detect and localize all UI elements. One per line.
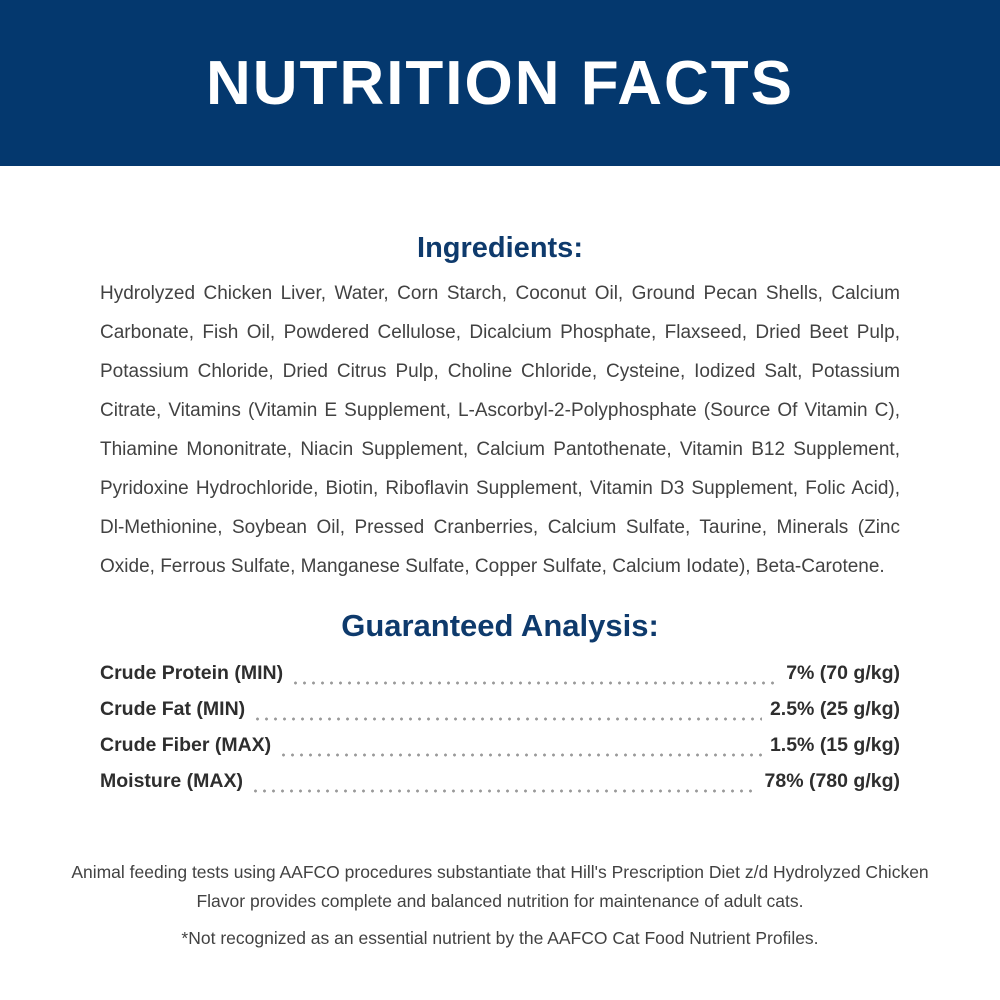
header-banner [0,0,1000,166]
dot-leader [253,717,762,721]
analysis-label: Crude Fat (MIN) [100,698,246,720]
label-body [0,232,1000,806]
analysis-value: 78% (780 g/kg) [764,770,900,792]
analysis-row [100,662,900,698]
feeding-statement: Animal feeding tests using AAFCO procedures substantiate that Hill's Prescription Diet z/d Hydrolyzed Chicken Flavor provides complete and balanced nutrition for maintenance of adult cats. [71,862,929,911]
analysis-row [100,770,900,806]
aafco-footnote: *Not recognized as an essential nutrient by the AAFCO Cat Food Nutrient Profiles. [181,928,819,948]
dot-leader [251,789,757,793]
ingredients-heading: Ingredients: [417,232,583,264]
guaranteed-analysis-heading: Guaranteed Analysis: [341,608,659,643]
page-title: NUTRITION FACTS [206,48,794,118]
analysis-value: 2.5% (25 g/kg) [769,698,900,720]
guaranteed-analysis-table [100,662,900,806]
analysis-label: Moisture (MAX) [100,770,243,792]
analysis-value: 7% (70 g/kg) [786,662,900,684]
ingredients-text: Hydrolyzed Chicken Liver, Water, Corn Starch, Coconut Oil, Ground Pecan Shells, Calcium Carbonate, Fish Oil, Powdered Cellulose, Dicalcium Phosphate, Flaxseed, Dried Beet Pulp, Potassium Chloride, Dried Citrus Pulp, Choline Chloride, Cysteine, Iodized Salt, Potassium Citrate, Vitamins (Vitamin E Supplement, L-Ascorbyl-2-Polyphosphate (Source Of Vitamin C), Thiamine Mononitrate, Niacin Supplement, Calcium Pantothenate, Vitamin B12 Supplement, Pyridoxine Hydrochloride, Biotin, Riboflavin Supplement, Vitamin D3 Supplement, Folic Acid), Dl-Methionine, Soybean Oil, Pressed Cranberries, Calcium Sulfate, Taurine, Minerals (Zinc Oxide, Ferrous Sulfate, Manganese Sulfate, Copper Sulfate, Calcium Iodate), Beta-Carotene. [100,283,900,577]
footer [0,858,1000,949]
analysis-label: Crude Fiber (MAX) [100,734,272,756]
analysis-label: Crude Protein (MIN) [100,662,284,684]
analysis-value: 1.5% (15 g/kg) [769,734,900,756]
analysis-row [100,734,900,770]
dot-leader [279,753,762,757]
dot-leader [291,681,778,685]
analysis-row [100,698,900,734]
